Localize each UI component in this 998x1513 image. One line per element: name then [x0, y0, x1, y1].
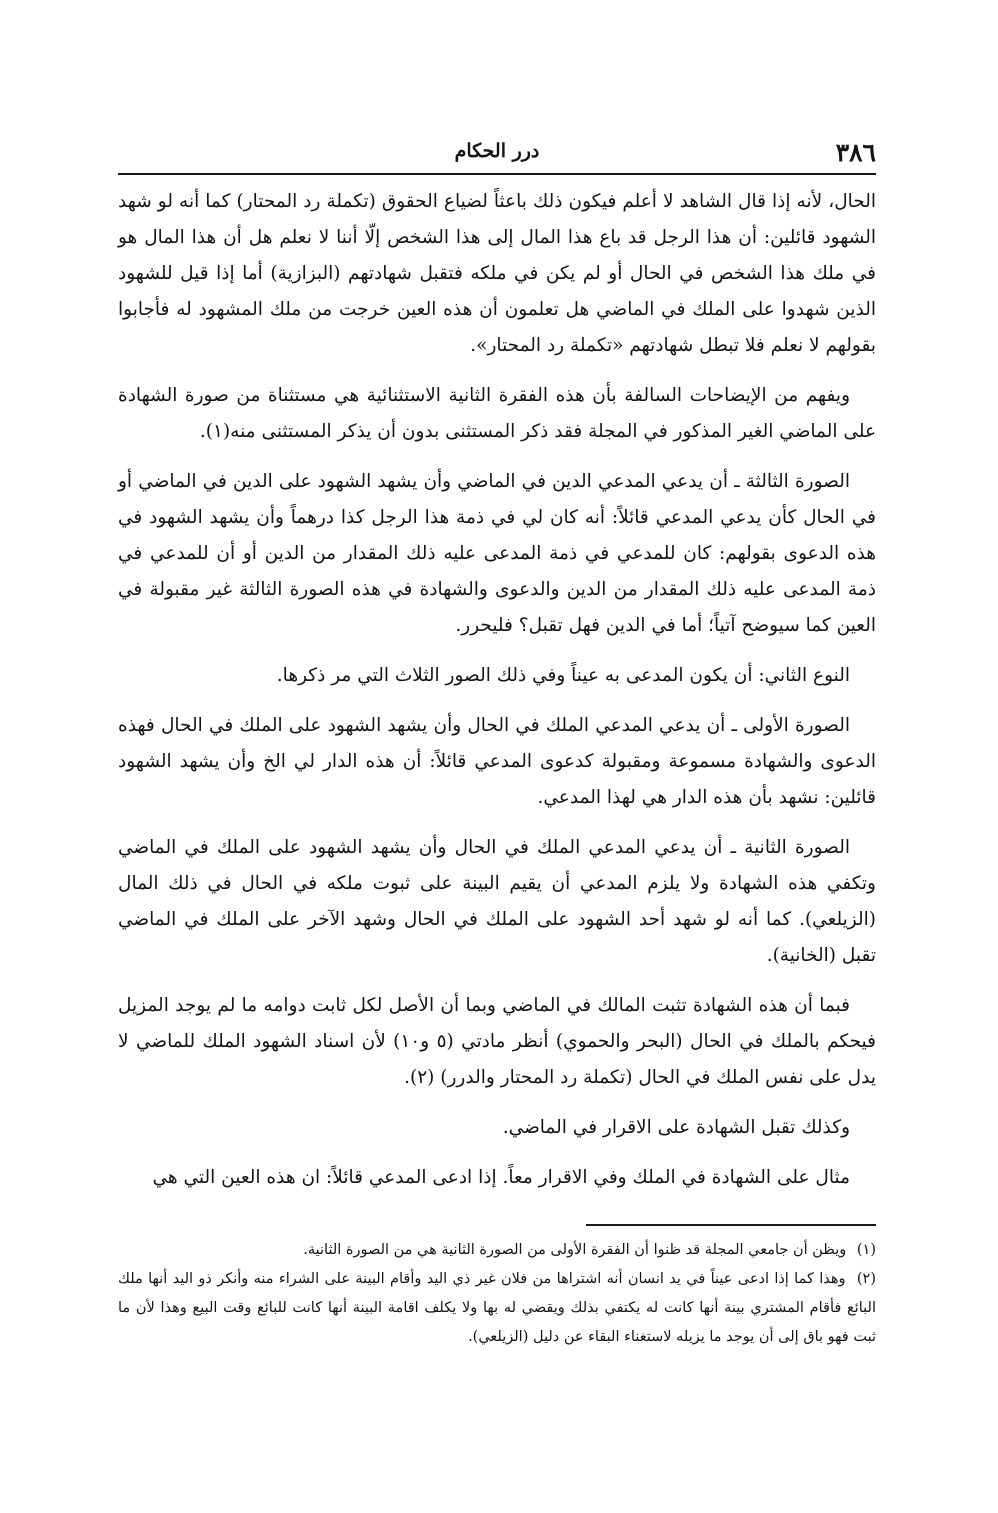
- paragraph: فبما أن هذه الشهادة تثبت المالك في الماضي وبما أن الأصل لكل ثابت دوامه ما لم يوجد المزيل فيحكم بالملك في الحال (البحر والحموي) أنظر مادتي (٥ و١٠) لأن اسناد الشهود الملك للماضي لا يدل على نفس الملك في الحال (تكملة رد المحتار والدرر) (٢).: [118, 995, 876, 1088]
- body-text: [118, 184, 876, 1210]
- page-number: ٣٨٦: [835, 138, 876, 167]
- running-title: درر الحكام: [454, 140, 540, 162]
- footnote-marker: (١): [856, 1242, 876, 1258]
- paragraph: الصورة الأولى ـ أن يدعي المدعي الملك في الحال وأن يشهد الشهود على الملك في الحال فهذه الدعوى والشهادة مسموعة ومقبولة كدعوى المدعي قائلاً: أن هذه الدار لي الخ وأن يشهد الشهود قائلين: نشهد بأن هذه الدار هي لهذا المدعي.: [118, 715, 876, 808]
- paragraph: ويفهم من الإيضاحات السالفة بأن هذه الفقرة الثانية الاستثنائية هي مستثناة من صورة الشهادة على الماضي الغير المذكور في المجلة فقد ذكر المستثنى بدون أن يذكر المستثنى منه(١).: [118, 385, 876, 442]
- footnote-text: وهذا كما إذا ادعى عيناً في يد انسان أنه اشتراها من فلان غير ذي اليد وأقام البينة على الشراء منه وأنكر ذو اليد أنها ملك البائع فأقام المشتري بينة أنها كانت له يكتفي بذلك ويقضي له بها ولا يكلف اقامة البينة أنها كانت للبائع وقت البيع وهذا لأن ما ثبت فهو باق إلى أن يوجد ما يزيله لاستغناء البقاء عن دليل (الزيلعي).: [118, 1271, 876, 1345]
- paragraph: الصورة الثالثة ـ أن يدعي المدعي الدين في الماضي وأن يشهد الشهود على الدين في الماضي أو في الحال كأن يدعي المدعي قائلاً: أنه كان لي في ذمة هذا الرجل كذا درهماً وأن يشهد الشهود في هذه الدعوى بقولهم: كان للمدعي في ذمة المدعى عليه ذلك المقدار من الدين أو أن للمدعي في ذمة المدعى عليه ذلك المقدار من الدين والدعوى والشهادة في هذه الصورة الثالثة غير مقبولة في العين كما سيوضح آتياً؛ أما في الدين فهل تقبل؟ فليحرر.: [118, 471, 876, 636]
- header-rule: [118, 173, 876, 175]
- footnote: [118, 1265, 876, 1352]
- footnote: [118, 1236, 876, 1265]
- footnote-text: ويظن أن جامعي المجلة قد ظنوا أن الفقرة الأولى من الصورة الثانية هي من الصورة الثانية.: [303, 1242, 847, 1258]
- footnotes: [118, 1236, 876, 1352]
- paragraph: مثال على الشهادة في الملك وفي الاقرار معاً. إذا ادعى المدعي قائلاً: ان هذه العين التي هي: [152, 1167, 850, 1188]
- paragraph: النوع الثاني: أن يكون المدعى به عيناً وفي ذلك الصور الثلاث التي مر ذكرها.: [276, 665, 850, 686]
- footnote-marker: (٢): [856, 1271, 876, 1287]
- paragraph: وكذلك تقبل الشهادة على الاقرار في الماضي.: [502, 1117, 850, 1138]
- footnote-rule: [586, 1224, 876, 1226]
- paragraph: الصورة الثانية ـ أن يدعي المدعي الملك في الحال وأن يشهد الشهود على الملك في الماضي وتكفي هذه الشهادة ولا يلزم المدعي أن يقيم البينة على ثبوت ملكه في الحال في ذلك المال (الزيلعي). كما أنه لو شهد أحد الشهود على الملك في الحال وشهد الآخر على الملك في الماضي تقبل (الخانية).: [118, 837, 876, 966]
- page-header: [118, 138, 876, 172]
- paragraph: الحال، لأنه إذا قال الشاهد لا أعلم فيكون ذلك باعثاً لضياع الحقوق (تكملة رد المحتار) كما أنه لو شهد الشهود قائلين: أن هذا الرجل قد باع هذا المال إلى هذا الشخص إلّا أننا لا نعلم هل أن هذا المال هو في ملك هذا الشخص في الحال أو لم يكن في ملكه فتقبل شهادتهم (البزازية) أما إذا قيل للشهود الذين شهدوا على الملك في الماضي هل تعلمون أن هذه العين خرجت من ملك المشهود له فأجابوا بقولهم لا نعلم فلا تبطل شهادتهم «تكملة رد المحتار».: [118, 191, 876, 356]
